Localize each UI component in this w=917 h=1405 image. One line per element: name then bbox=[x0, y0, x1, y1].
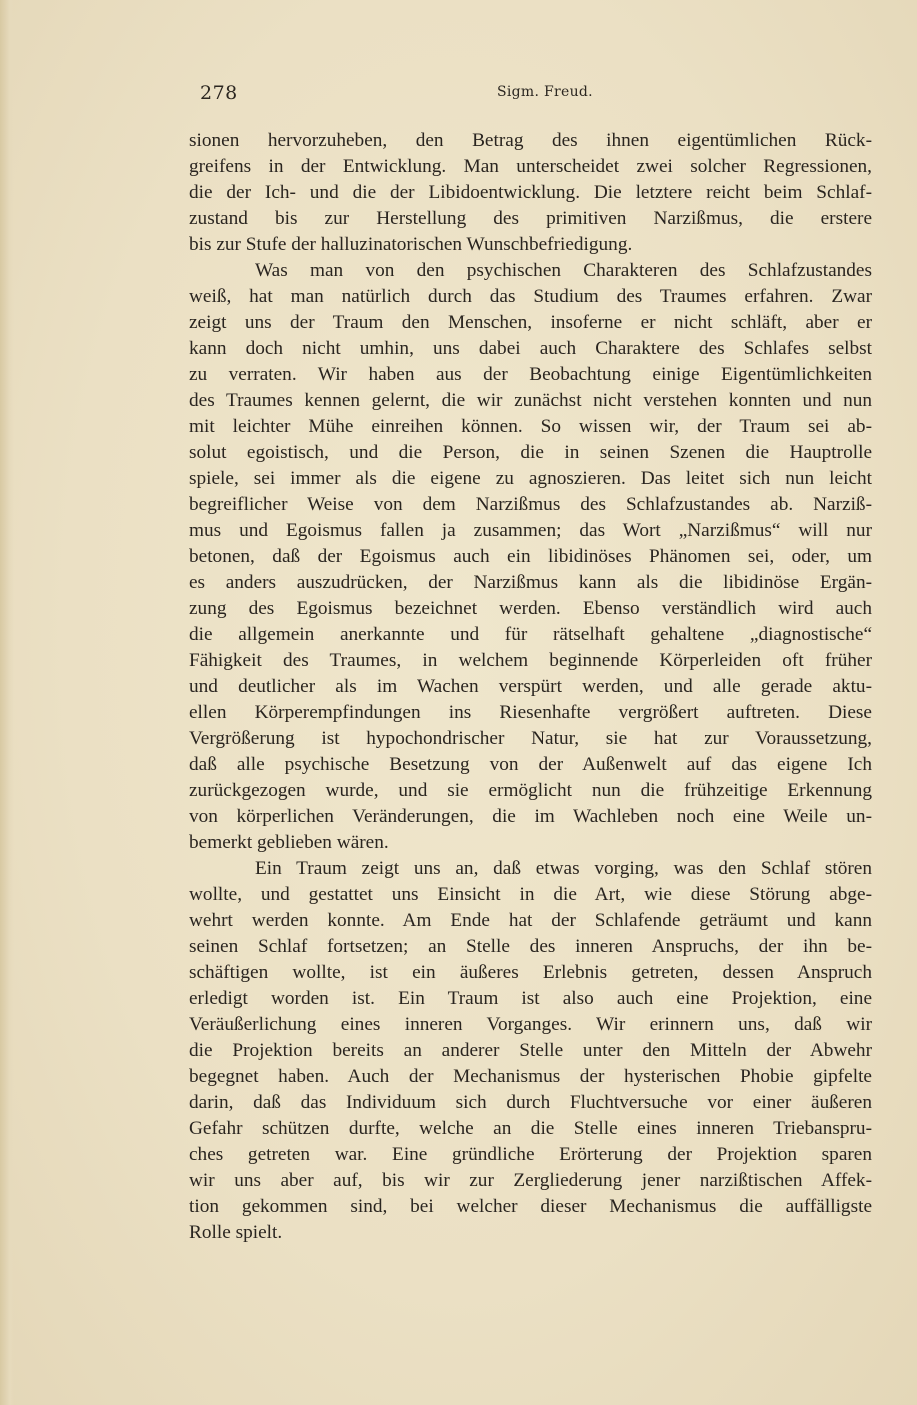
text-line: wehrt werden konnte. Am Ende hat der Schlafende geträumt und kann bbox=[189, 910, 872, 931]
text-line: zurückgezogen wurde, und sie ermöglicht nun die frühzeitige Erkennung bbox=[189, 780, 872, 801]
text-line: tion gekommen sind, bei welcher dieser Mechanismus die auffälligste bbox=[189, 1196, 872, 1217]
running-head: Sigm. Freud. bbox=[497, 84, 593, 100]
text-line: wir uns aber auf, bis wir zur Zergliederung jener narzißtischen Affek- bbox=[189, 1170, 872, 1191]
text-line: solut egoistisch, und die Person, die in seinen Szenen die Hauptrolle bbox=[189, 442, 872, 463]
text-line: seinen Schlaf fortsetzen; an Stelle des inneren Anspruchs, der ihn be- bbox=[189, 936, 872, 957]
text-line: greifens in der Entwicklung. Man unterscheidet zwei solcher Regressionen, bbox=[189, 156, 872, 177]
text-line: zu verraten. Wir haben aus der Beobachtung einige Eigentümlichkeiten bbox=[189, 364, 872, 385]
text-line: Was man von den psychischen Charakteren des Schlafzustandes bbox=[255, 260, 872, 281]
text-line: Fähigkeit des Traumes, in welchem beginnende Körperleiden oft früher bbox=[189, 650, 872, 671]
text-line: schäftigen wollte, ist ein äußeres Erlebnis getreten, dessen Anspruch bbox=[189, 962, 872, 983]
text-line: es anders auszudrücken, der Narzißmus kann als die libidinöse Ergän- bbox=[189, 572, 872, 593]
text-line: ellen Körperempfindungen ins Riesenhafte vergrößert auftreten. Diese bbox=[189, 702, 872, 723]
text-line: die der Ich- und die der Libidoentwicklung. Die letztere reicht beim Schlaf- bbox=[189, 182, 872, 203]
text-line: die allgemein anerkannte und für rätselhaft gehaltene „diagnostische“ bbox=[189, 624, 872, 645]
text-line: des Traumes kennen gelernt, die wir zunächst nicht verstehen konnten und nun bbox=[189, 390, 872, 411]
text-line: daß alle psychische Besetzung von der Außenwelt auf das eigene Ich bbox=[189, 754, 872, 775]
text-line: Rolle spielt. bbox=[189, 1222, 283, 1243]
text-line: und deutlicher als im Wachen verspürt werden, und alle gerade aktu- bbox=[189, 676, 872, 697]
text-line: betonen, daß der Egoismus auch ein libidinöses Phänomen sei, oder, um bbox=[189, 546, 872, 567]
text-line: die Projektion bereits an anderer Stelle unter den Mitteln der Abwehr bbox=[189, 1040, 872, 1061]
text-line: Veräußerlichung eines inneren Vorganges. Wir erinnern uns, daß wir bbox=[189, 1014, 872, 1035]
text-line: kann doch nicht umhin, uns dabei auch Charaktere des Schlafes selbst bbox=[189, 338, 872, 359]
text-line: wollte, und gestattet uns Einsicht in die Art, wie diese Störung abge- bbox=[189, 884, 872, 905]
text-line: begreiflicher Weise von dem Narzißmus des Schlafzustandes ab. Narziß- bbox=[189, 494, 872, 515]
text-line: darin, daß das Individuum sich durch Fluchtversuche vor einer äußeren bbox=[189, 1092, 872, 1113]
text-line: ches getreten war. Eine gründliche Erörterung der Projektion sparen bbox=[189, 1144, 872, 1165]
text-line: spiele, sei immer als die eigene zu agnoszieren. Das leitet sich nun leicht bbox=[189, 468, 872, 489]
text-line: Gefahr schützen durfte, welche an die Stelle eines inneren Triebanspru- bbox=[189, 1118, 872, 1139]
text-line: mus und Egoismus fallen ja zusammen; das Wort „Narzißmus“ will nur bbox=[189, 520, 872, 541]
body-text bbox=[189, 128, 872, 1246]
text-line: sionen hervorzuheben, den Betrag des ihnen eigentümlichen Rück- bbox=[189, 130, 872, 151]
text-line: Ein Traum zeigt uns an, daß etwas vorging, was den Schlaf stören bbox=[255, 858, 872, 879]
text-line: zeigt uns der Traum den Menschen, insoferne er nicht schläft, aber er bbox=[189, 312, 872, 333]
text-line: zustand bis zur Herstellung des primitiven Narzißmus, die erstere bbox=[189, 208, 872, 229]
text-line: mit leichter Mühe einreihen können. So wissen wir, der Traum sei ab- bbox=[189, 416, 872, 437]
page-header bbox=[0, 82, 917, 112]
text-line: von körperlichen Veränderungen, die im Wachleben noch eine Weile un- bbox=[189, 806, 872, 827]
text-line: weiß, hat man natürlich durch das Studium des Traumes erfahren. Zwar bbox=[189, 286, 872, 307]
text-line: bemerkt geblieben wären. bbox=[189, 832, 389, 853]
text-line: bis zur Stufe der halluzinatorischen Wunschbefriedigung. bbox=[189, 234, 633, 255]
binding-gutter bbox=[0, 0, 14, 1405]
text-line: erledigt worden ist. Ein Traum ist also auch eine Projektion, eine bbox=[189, 988, 872, 1009]
text-line: begegnet haben. Auch der Mechanismus der hysterischen Phobie gipfelte bbox=[189, 1066, 872, 1087]
text-line: Vergrößerung ist hypochondrischer Natur, sie hat zur Voraussetzung, bbox=[189, 728, 872, 749]
text-line: zung des Egoismus bezeichnet werden. Ebenso verständlich wird auch bbox=[189, 598, 872, 619]
page-number: 278 bbox=[200, 82, 238, 104]
